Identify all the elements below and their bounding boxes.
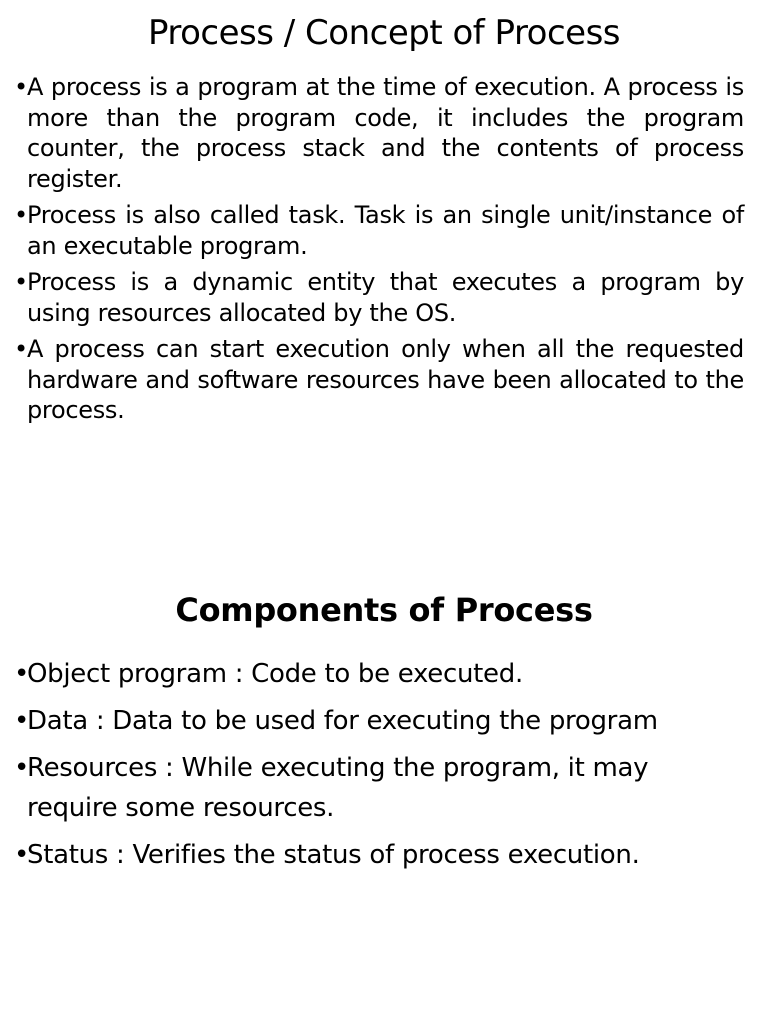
bullet-text: Status : Verifies the status of process execution.	[27, 840, 640, 870]
bullet-text: Resources : While executing the program, it may require some resources.	[27, 753, 649, 823]
bullet-list	[14, 72, 744, 432]
bullet-icon: •	[14, 268, 28, 296]
slide-components-of-process	[0, 570, 768, 1024]
bullet-item	[14, 701, 744, 741]
bullet-item	[14, 748, 744, 828]
slide-title: Components of Process	[175, 591, 593, 629]
bullet-icon: •	[14, 73, 28, 101]
bullet-icon: •	[14, 753, 30, 783]
bullet-list	[14, 654, 744, 882]
slide-title: Process / Concept of Process	[147, 13, 621, 53]
slide-concept-of-process	[0, 0, 768, 470]
bullet-item	[14, 334, 744, 426]
bullet-icon: •	[14, 659, 30, 689]
bullet-item	[14, 200, 744, 261]
bullet-icon: •	[14, 201, 28, 229]
bullet-text: A process is a program at the time of execution. A process is more than the program code, it includes the program counter, the process stack and the contents of process register.	[27, 73, 744, 193]
bullet-text: Process is also called task. Task is an single unit/instance of an executable program.	[27, 201, 744, 260]
bullet-item	[14, 72, 744, 194]
bullet-text: Data : Data to be used for executing the program	[27, 706, 658, 736]
bullet-item	[14, 835, 744, 875]
bullet-icon: •	[14, 840, 30, 870]
bullet-text: A process can start execution only when all the requested hardware and software resources have been allocated to the process.	[27, 335, 744, 424]
bullet-item	[14, 267, 744, 328]
bullet-icon: •	[14, 335, 28, 363]
bullet-text: Object program : Code to be executed.	[27, 659, 523, 689]
bullet-text: Process is a dynamic entity that executes a program by using resources allocated by the OS.	[27, 268, 744, 327]
bullet-item	[14, 654, 744, 694]
bullet-icon: •	[14, 706, 30, 736]
